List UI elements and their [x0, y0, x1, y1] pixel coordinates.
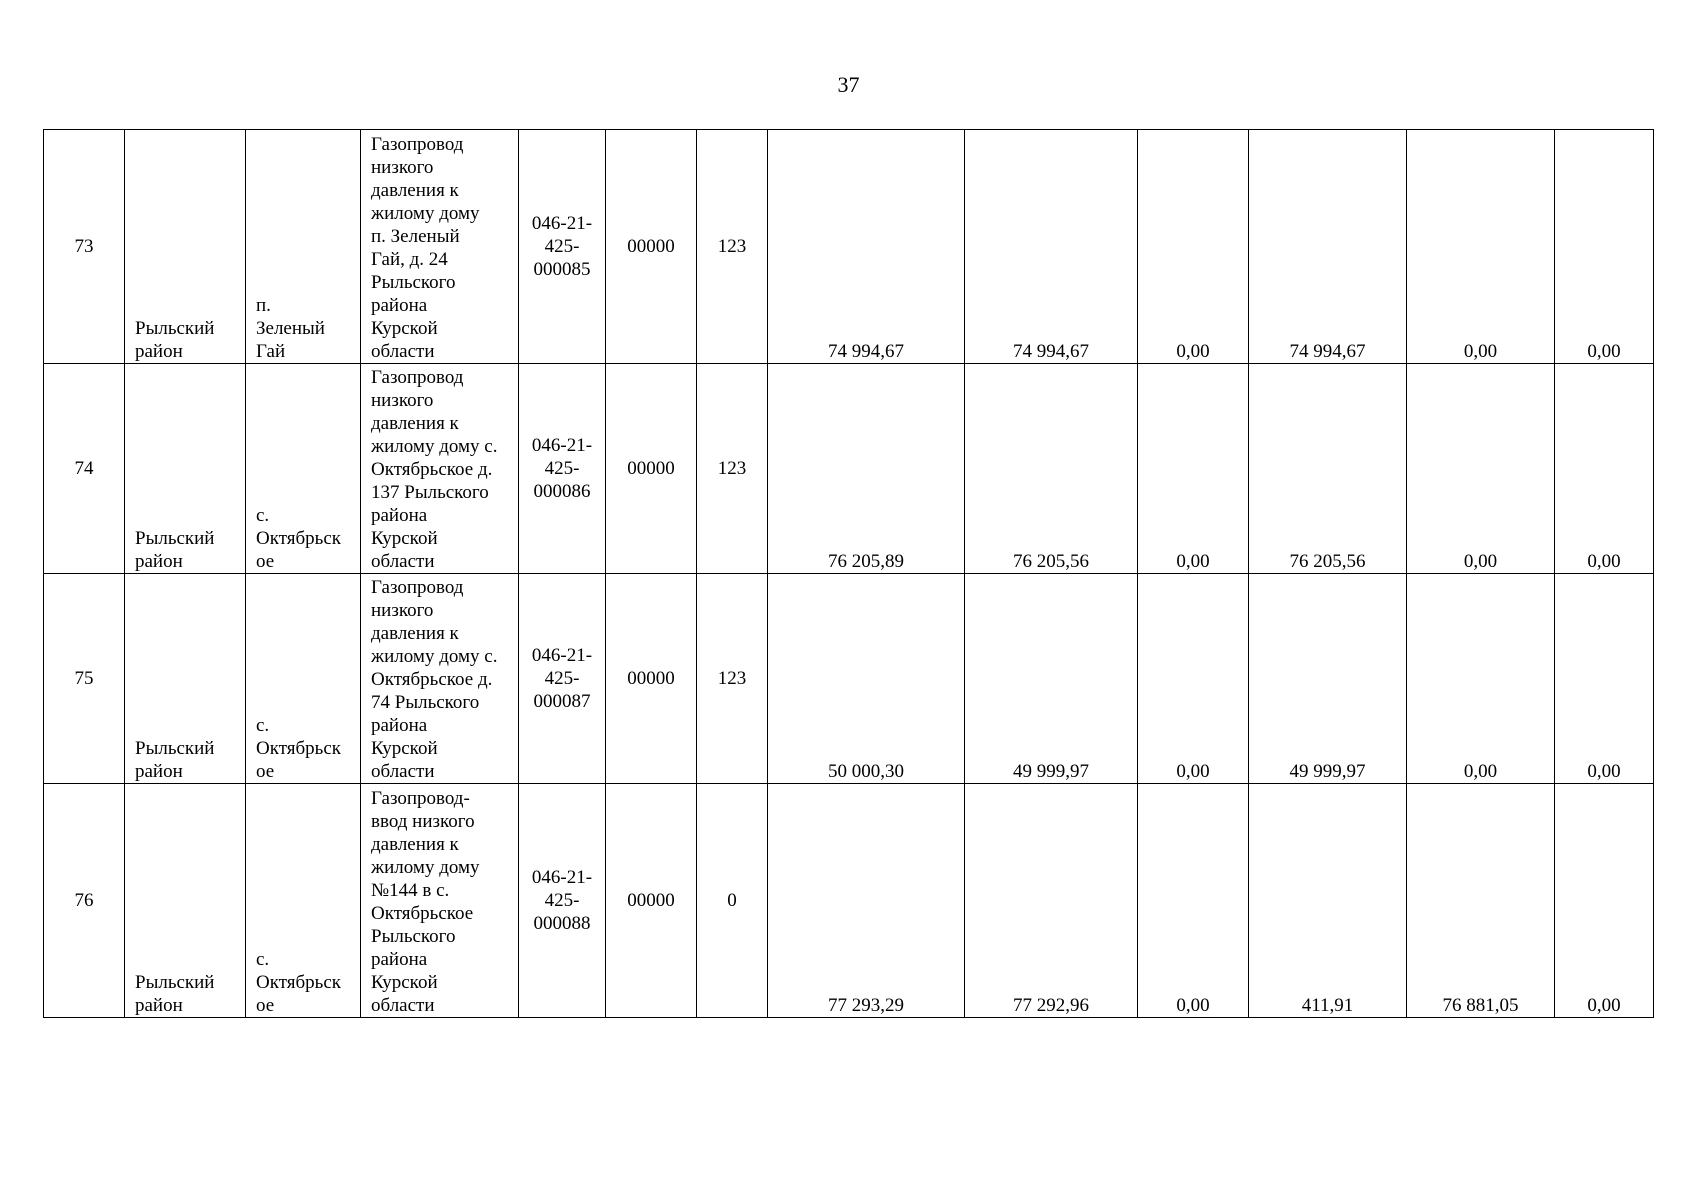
district-cell: Рыльский район: [125, 364, 246, 574]
registry-code-cell: [519, 364, 606, 574]
row-number: 75: [74, 668, 94, 689]
value-cell-2: 74 994,67: [965, 130, 1138, 364]
object-name-cell: Газопровод низкого давления к жилому дому с. Октябрьское д. 74 Рыльского района Курской области: [361, 574, 519, 784]
value-cell-6: 0,00: [1555, 364, 1654, 574]
k-code-cell: 123: [697, 574, 768, 784]
value-cell-3: 0,00: [1138, 574, 1249, 784]
table-row: [44, 364, 1654, 574]
locality-cell: с. Октябрьск ое: [246, 784, 361, 1018]
page-number: 37: [837, 72, 860, 97]
value-cell-6: 0,00: [1555, 784, 1654, 1018]
object-name-cell: Газопровод- ввод низкого давления к жилому дому №144 в с. Октябрьское Рыльского района Курской области: [361, 784, 519, 1018]
value-cell-4: 411,91: [1249, 784, 1407, 1018]
k-code-cell: 0: [697, 784, 768, 1018]
table-row: [44, 784, 1654, 1018]
value-cell-2: 49 999,97: [965, 574, 1138, 784]
row-number-cell: [44, 130, 125, 364]
value-cell-1: 76 205,89: [768, 364, 965, 574]
table-row: [44, 130, 1654, 364]
district-cell: Рыльский район: [125, 574, 246, 784]
k-code-cell: 123: [697, 130, 768, 364]
zero-code-cell: 00000: [606, 364, 697, 574]
locality-cell: с. Октябрьск ое: [246, 364, 361, 574]
value-cell-4: 74 994,67: [1249, 130, 1407, 364]
registry-code: 046-21- 425- 000088: [531, 867, 593, 934]
value-cell-5: 76 881,05: [1407, 784, 1555, 1018]
locality-cell: п. Зеленый Гай: [246, 130, 361, 364]
value-cell-4: 76 205,56: [1249, 364, 1407, 574]
registry-code: 046-21- 425- 000085: [531, 213, 593, 280]
registry-code-cell: [519, 574, 606, 784]
row-number: 73: [74, 236, 94, 257]
value-cell-2: 77 292,96: [965, 784, 1138, 1018]
data-table: [43, 129, 1654, 1018]
row-number-cell: [44, 364, 125, 574]
value-cell-5: 0,00: [1407, 364, 1555, 574]
value-cell-3: 0,00: [1138, 364, 1249, 574]
value-cell-2: 76 205,56: [965, 364, 1138, 574]
k-code-cell: 123: [697, 364, 768, 574]
registry-code: 046-21- 425- 000087: [531, 645, 593, 712]
value-cell-6: 0,00: [1555, 130, 1654, 364]
table-row: [44, 574, 1654, 784]
row-number-cell: [44, 784, 125, 1018]
value-cell-6: 0,00: [1555, 574, 1654, 784]
value-cell-5: 0,00: [1407, 574, 1555, 784]
row-number: 76: [74, 890, 94, 911]
value-cell-1: 77 293,29: [768, 784, 965, 1018]
value-cell-3: 0,00: [1138, 784, 1249, 1018]
object-name-cell: Газопровод низкого давления к жилому дому п. Зеленый Гай, д. 24 Рыльского района Курской области: [361, 130, 519, 364]
value-cell-1: 50 000,30: [768, 574, 965, 784]
registry-code-cell: [519, 130, 606, 364]
zero-code-cell: 00000: [606, 130, 697, 364]
row-number: 74: [74, 458, 94, 479]
value-cell-3: 0,00: [1138, 130, 1249, 364]
zero-code-cell: 00000: [606, 784, 697, 1018]
registry-code: 046-21- 425- 000086: [531, 435, 593, 502]
value-cell-5: 0,00: [1407, 130, 1555, 364]
row-number-cell: [44, 574, 125, 784]
object-name-cell: Газопровод низкого давления к жилому дому с. Октябрьское д. 137 Рыльского района Курской области: [361, 364, 519, 574]
zero-code-cell: 00000: [606, 574, 697, 784]
value-cell-4: 49 999,97: [1249, 574, 1407, 784]
locality-cell: с. Октябрьск ое: [246, 574, 361, 784]
value-cell-1: 74 994,67: [768, 130, 965, 364]
registry-code-cell: [519, 784, 606, 1018]
district-cell: Рыльский район: [125, 784, 246, 1018]
district-cell: Рыльский район: [125, 130, 246, 364]
